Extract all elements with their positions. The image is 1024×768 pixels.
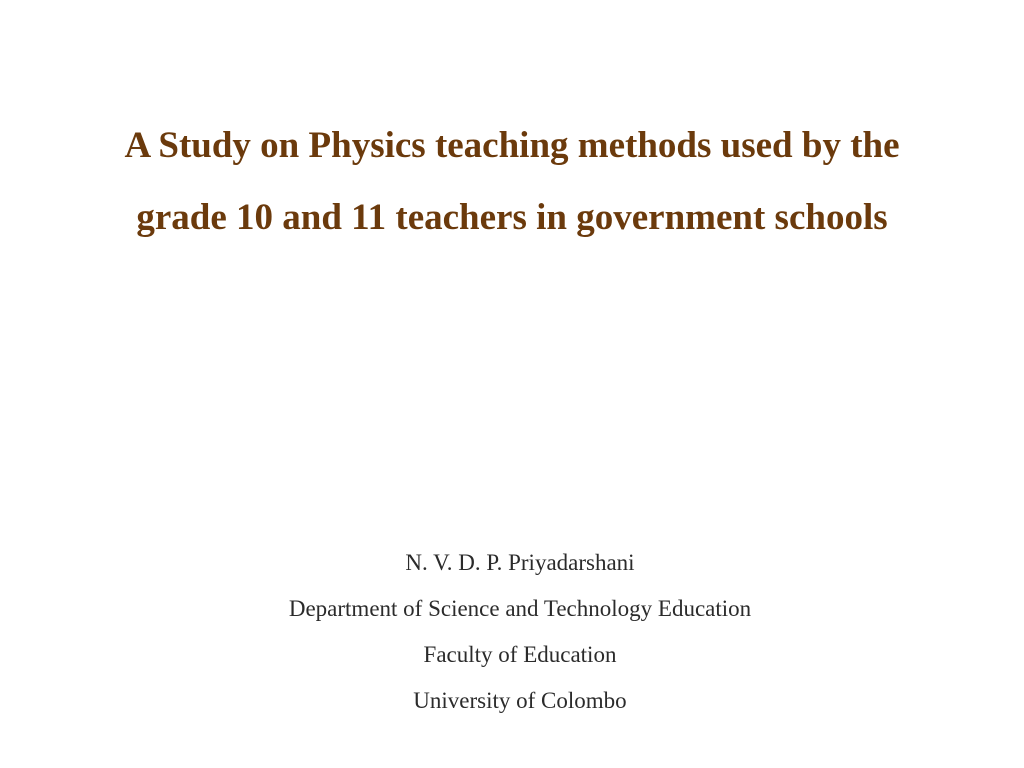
faculty-name: Faculty of Education [423,642,617,667]
department-name: Department of Science and Technology Education [288,596,752,621]
title-line-1: A Study on Physics teaching methods used by the [124,125,900,166]
author-name: N. V. D. P. Priyadarshani [405,550,635,575]
university-name: University of Colombo [413,688,627,713]
author-info [0,540,1024,724]
title-line-2: grade 10 and 11 teachers in government schools [136,197,888,238]
slide-title [0,110,1024,254]
